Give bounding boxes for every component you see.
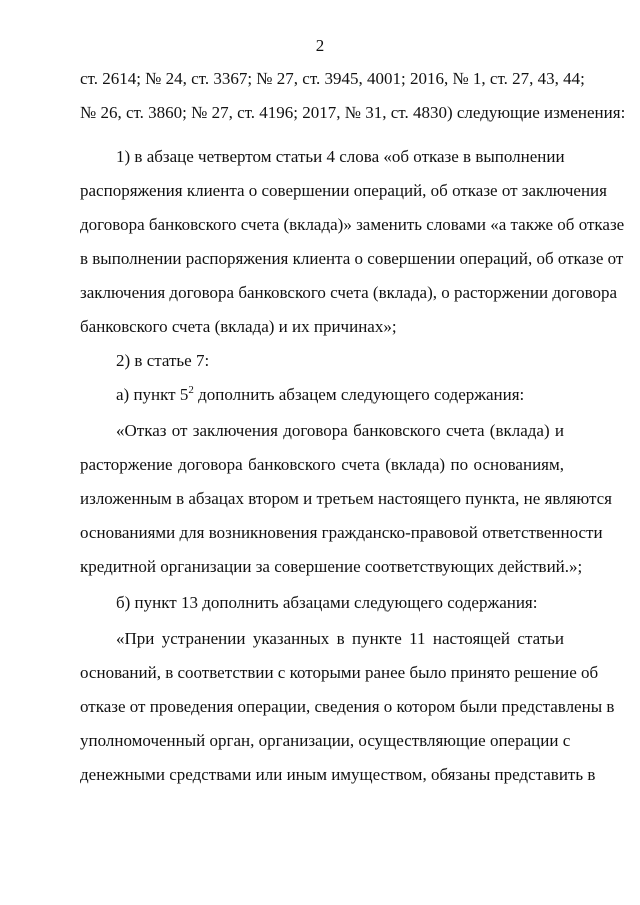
text-line: денежными средствами или иным имуществом, обязаны представить в xyxy=(80,765,596,784)
text-line: оснований, в соответствии с которыми ранее было принято решение об xyxy=(80,663,599,682)
text-line: 1) в абзаце четвертом статьи 4 слова «об отказе в выполнении xyxy=(116,147,565,166)
text-line: распоряжения клиента о совершении операций, об отказе от заключения xyxy=(80,181,607,200)
text-line: б) пункт 13 дополнить абзацами следующего содержания: xyxy=(116,593,538,612)
text-line: кредитной организации за совершение соответствующих действий.»; xyxy=(80,557,583,576)
text-line: 2) в статье 7: xyxy=(116,351,210,370)
text-fragment: дополнить абзацем следующего содержания: xyxy=(193,385,525,404)
text-line: основаниями для возникновения гражданско-правовой ответственности xyxy=(80,523,603,542)
text-line: заключения договора банковского счета (вклада), о расторжении договора xyxy=(80,283,618,302)
text-line: в выполнении распоряжения клиента о совершении операций, об отказе от xyxy=(80,249,624,268)
text-line: «Отказ от заключения договора банковского счета (вклада) и xyxy=(116,421,564,440)
text-line: «При устранении указанных в пункте 11 настоящей статьи xyxy=(116,629,564,648)
text-fragment: а) пункт 5 xyxy=(116,385,189,404)
page-number: 2 xyxy=(315,36,325,55)
text-line: изложенным в абзацах втором и третьем настоящего пункта, не являются xyxy=(80,489,612,508)
text-line: уполномоченный орган, организации, осуществляющие операции с xyxy=(80,731,571,750)
superscript: 2 xyxy=(188,384,194,396)
text-line: ст. 2614; № 24, ст. 3367; № 27, ст. 3945, 4001; 2016, № 1, ст. 27, 43, 44; xyxy=(80,69,585,88)
text-line xyxy=(116,384,564,406)
text-line: расторжение договора банковского счета (вклада) по основаниям, xyxy=(80,455,564,474)
text-line: договора банковского счета (вклада)» заменить словами «а также об отказе xyxy=(80,215,625,234)
text-line: № 26, ст. 3860; № 27, ст. 4196; 2017, № 31, ст. 4830) следующие изменения: xyxy=(80,103,626,122)
text-line: отказе от проведения операции, сведения о котором были представлены в xyxy=(80,697,615,716)
text-line: банковского счета (вклада) и их причинах»; xyxy=(80,317,397,336)
